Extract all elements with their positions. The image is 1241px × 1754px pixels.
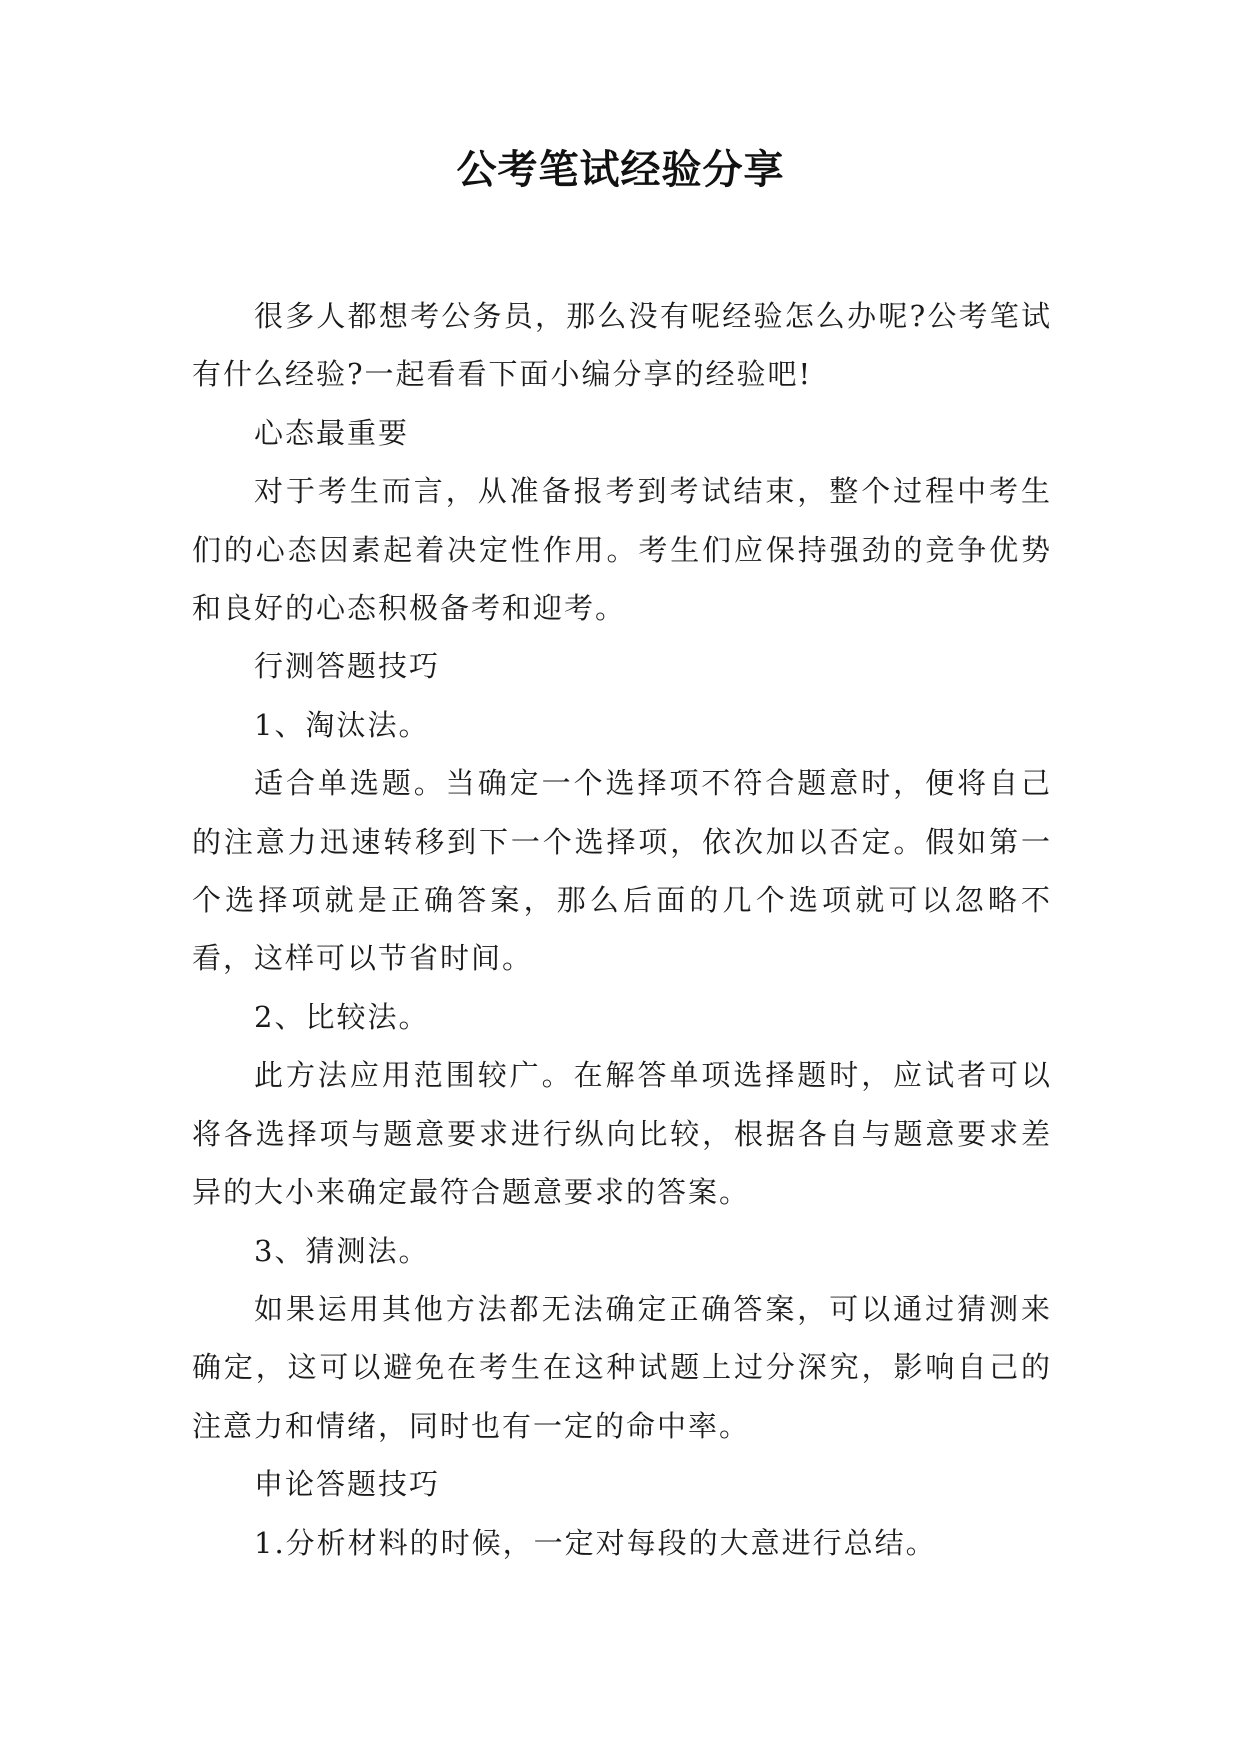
section-heading-shenlun: 申论答题技巧	[254, 1467, 441, 1502]
document-body	[192, 287, 1052, 1572]
section-heading-xingce: 行测答题技巧	[254, 649, 441, 684]
guessing-paragraph: 如果运用其他方法都无法确定正确答案，可以通过猜测来确定，这可以避免在考生在这种试题上过分深究，影响自己的注意力和情绪，同时也有一定的命中率。	[192, 1291, 1052, 1443]
method-heading-elimination: 1、淘汰法。	[254, 707, 430, 742]
method-heading-guessing: 3、猜测法。	[254, 1233, 430, 1268]
comparison-paragraph: 此方法应用范围较广。在解答单项选择题时，应试者可以将各选择项与题意要求进行纵向比较，根据各自与题意要求差异的大小来确定最符合题意要求的答案。	[192, 1058, 1052, 1210]
method-heading-comparison: 2、比较法。	[254, 999, 430, 1034]
section-heading-mindset: 心态最重要	[254, 415, 410, 450]
document-title: 公考笔试经验分享	[456, 146, 785, 193]
mindset-paragraph: 对于考生而言，从准备报考到考试结束，整个过程中考生们的心态因素起着决定性作用。考生们应保持强劲的竞争优势和良好的心态积极备考和迎考。	[192, 474, 1052, 626]
shenlun-tip-1: 1.分析材料的时候，一定对每段的大意进行总结。	[254, 1525, 937, 1560]
intro-paragraph: 很多人都想考公务员，那么没有呢经验怎么办呢?公考笔试有什么经验?一起看看下面小编分享的经验吧!	[192, 299, 1052, 392]
elimination-paragraph: 适合单选题。当确定一个选择项不符合题意时，便将自己的注意力迅速转移到下一个选择项，依次加以否定。假如第一个选择项就是正确答案，那么后面的几个选项就可以忽略不看，这样可以节省时间。	[192, 766, 1052, 976]
